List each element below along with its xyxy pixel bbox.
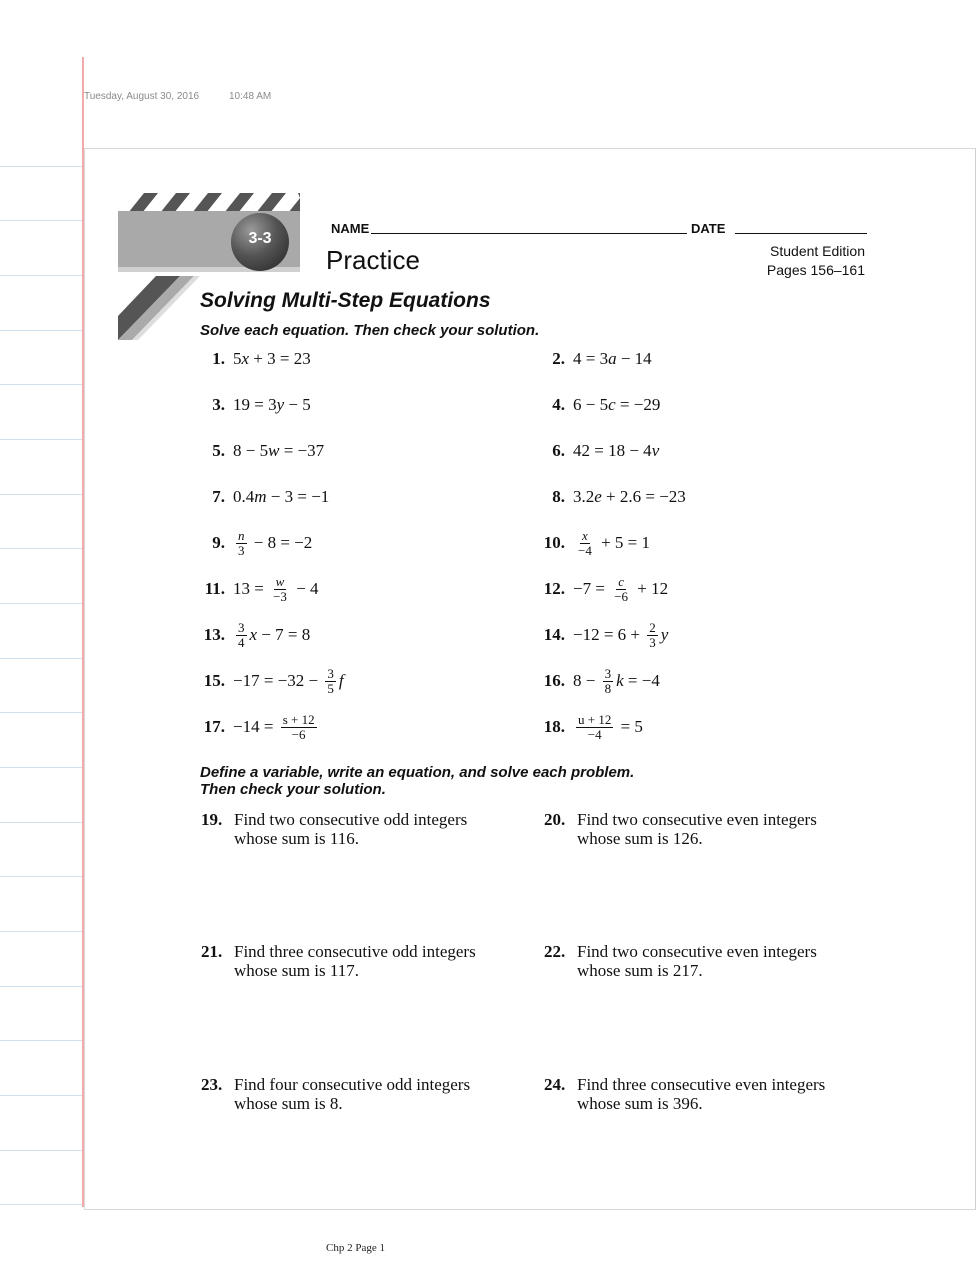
fraction: $\frac{s + 12}{-6}$	[282, 711, 315, 742]
problem-number: 7.	[212, 487, 225, 506]
word-problem	[544, 810, 864, 850]
problem-number: 24.	[544, 1075, 566, 1094]
equation: 6 − 5 c = −29	[573, 395, 661, 414]
problem-number: 1.	[212, 349, 225, 368]
page-footer: Chp 2 Page 1	[326, 1242, 385, 1254]
problem-text: Find four consecutive odd integers whose sum is 8.	[234, 1075, 471, 1113]
equation: 42 = 18 − 4 v	[573, 441, 660, 460]
fraction: $\frac{c}{-6}$	[614, 573, 629, 604]
problem-number: 10.	[543, 533, 565, 552]
equation-problem	[536, 528, 650, 558]
equation-problem	[196, 482, 329, 512]
problem-number: 23.	[201, 1075, 223, 1094]
equation-problem	[536, 344, 652, 374]
fraction: $\frac{w}{-3}$	[273, 573, 287, 604]
equation: −12 = 6 + $\frac{2}{3}$ y	[573, 619, 669, 650]
equation-problem	[196, 390, 311, 420]
problem-number: 15.	[203, 671, 225, 690]
problem-number: 18.	[543, 717, 565, 736]
problem-text: Find two consecutive odd integers whose sum is 116.	[234, 810, 468, 848]
equation: 13 = $\frac{w}{-3}$ − 4	[233, 573, 319, 604]
word-problem	[544, 1075, 864, 1115]
word-problem	[201, 942, 521, 982]
date-field[interactable]	[735, 233, 867, 234]
date-label: DATE	[691, 221, 726, 236]
equation-problem	[536, 666, 660, 696]
fraction: $\frac{x}{-4}$	[578, 527, 592, 558]
problem-number: 5.	[212, 441, 225, 460]
problem-number: 20.	[544, 810, 566, 829]
equation-problem	[196, 712, 320, 742]
problem-number: 4.	[552, 395, 565, 414]
problem-number: 12.	[543, 579, 565, 598]
equation-problem	[536, 436, 659, 466]
equation: 3.2 e + 2.6 = −23	[573, 487, 686, 506]
word-problem	[201, 1075, 521, 1115]
equation-problem	[536, 390, 660, 420]
worksheet-title: Solving Multi-Step Equations	[200, 289, 491, 312]
problem-number: 13.	[203, 625, 225, 644]
equation: 4 = 3 a − 14	[573, 349, 652, 368]
header-stripes	[118, 193, 300, 213]
equation-problem	[196, 436, 324, 466]
equation: 8 − $\frac{3}{8}$ k = −4	[573, 665, 660, 696]
problem-number: 16.	[543, 671, 565, 690]
equation-problem	[196, 344, 311, 374]
equation-problem	[536, 574, 668, 604]
problem-number: 8.	[552, 487, 565, 506]
equation: −14 = $\frac{s + 12}{-6}$	[233, 711, 315, 742]
equation: 19 = 3 y − 5	[233, 395, 311, 414]
equation: 8 − 5 w = −37	[233, 441, 325, 460]
problem-number: 11.	[204, 579, 225, 598]
fraction: $\frac{3}{4}$	[238, 619, 245, 650]
word-problem	[544, 942, 864, 982]
fraction: $\frac{3}{5}$	[327, 665, 334, 696]
problem-number: 9.	[212, 533, 225, 552]
lesson-badge: 3-3	[231, 213, 289, 271]
header-wedge	[118, 276, 200, 340]
equation: −7 = $\frac{c}{-6}$ + 12	[573, 573, 669, 604]
instructions: Solve each equation. Then check your solution.	[200, 322, 540, 339]
problem-number: 6.	[552, 441, 565, 460]
equation: $\frac{u + 12}{-4}$ = 5	[578, 711, 643, 742]
section2-instructions: Define a variable, write an equation, and solve each problem. Then check your solution.	[200, 764, 635, 798]
problem-number: 19.	[201, 810, 223, 829]
equation: −17 = −32 − $\frac{3}{5}$ f	[233, 665, 344, 696]
problem-number: 17.	[203, 717, 225, 736]
fraction: $\frac{n}{3}$	[238, 527, 245, 558]
fraction: $\frac{2}{3}$	[649, 619, 656, 650]
equation-problem	[536, 620, 668, 650]
problem-text: Find two consecutive even integers whose sum is 126.	[577, 810, 817, 848]
problem-number: 14.	[543, 625, 565, 644]
equation-problem	[196, 574, 319, 604]
page-date: Tuesday, August 30, 2016	[84, 91, 200, 102]
name-label: NAME	[331, 221, 370, 236]
problem-text: Find two consecutive even integers whose sum is 217.	[577, 942, 817, 980]
edition-reference: Student Edition Pages 156–161	[766, 243, 865, 278]
equation: $\frac{3}{4}$ x − 7 = 8	[238, 619, 311, 650]
equation: $\frac{n}{3}$ − 8 = −2	[238, 527, 313, 558]
equation: 5 x + 3 = 23	[233, 349, 311, 368]
equation-problem	[196, 528, 312, 558]
problem-number: 22.	[544, 942, 566, 961]
equation-problem	[536, 712, 643, 742]
problem-number: 21.	[201, 942, 223, 961]
equation-problem	[196, 620, 310, 650]
name-field[interactable]	[371, 233, 687, 234]
word-problem	[201, 810, 521, 850]
equation: 0.4 m − 3 = −1	[233, 487, 330, 506]
equation: $\frac{x}{-4}$ + 5 = 1	[578, 527, 651, 558]
problem-number: 2.	[552, 349, 565, 368]
fraction: $\frac{3}{8}$	[604, 665, 612, 696]
page-time: 10:48 AM	[229, 91, 272, 102]
equation-problem	[536, 482, 686, 512]
problem-text: Find three consecutive odd integers whose sum is 117.	[234, 942, 476, 980]
practice-heading: Practice	[326, 245, 420, 275]
problem-text: Find three consecutive even integers whose sum is 396.	[577, 1075, 826, 1113]
fraction: $\frac{u + 12}{-4}$	[578, 711, 612, 742]
equation-problem	[196, 666, 344, 696]
problem-number: 3.	[212, 395, 225, 414]
